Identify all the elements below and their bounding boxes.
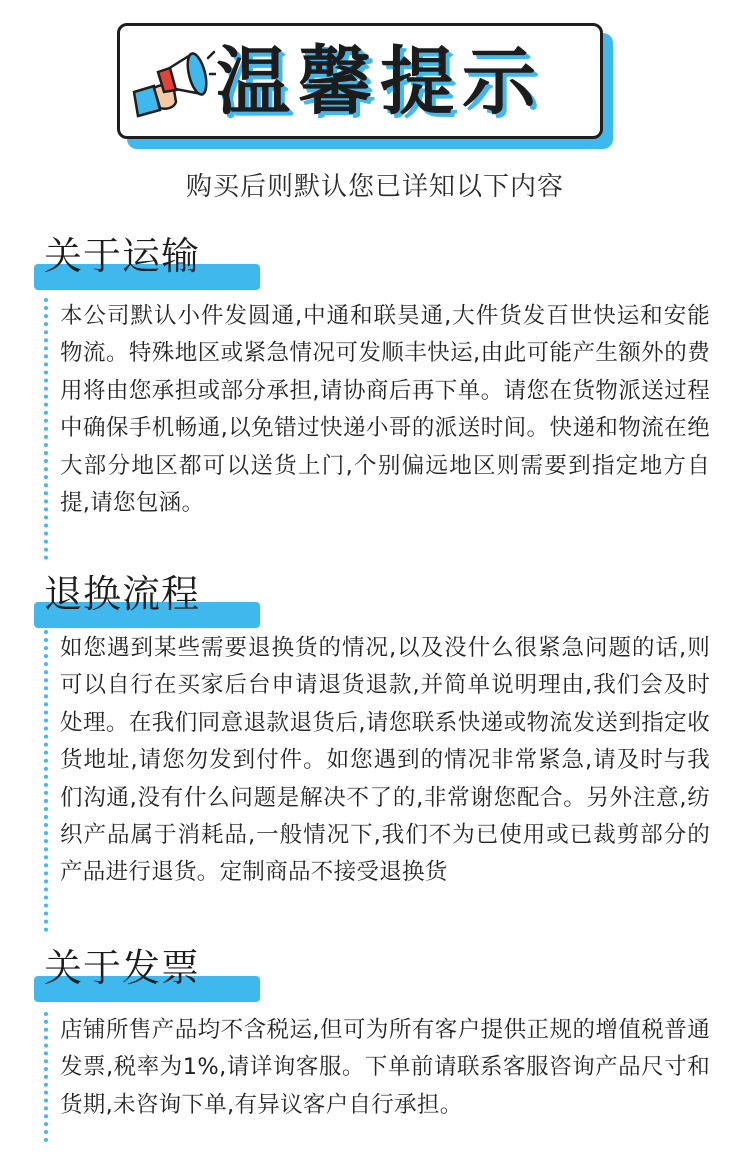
section-text: 本公司默认小件发圆通,中通和联昊通,大件货发百世快运和安能物流。特殊地区或紧急情况可发顺丰快运,由此可能产生额外的费用将由您承担或部分承担,请协商后再下单。请您在货物派送过程中确保手机畅通,以免错过快递小哥的派送时间。快递和物流在绝大部分地区都可以送货上门,个别偏远地区则需要到指定地方自提,请您包涵。 (60, 303, 710, 517)
section-text: 店铺所售产品均不含税运,但可为所有客户提供正规的增值税普通发票,税率为1%,请详询客服。下单前请联系客服咨询产品尺寸和货期,未咨询下单,有异议客户自行承担。 (60, 1017, 710, 1118)
megaphone-icon (130, 40, 216, 126)
section-header-returns (34, 568, 262, 628)
notice-banner (117, 23, 603, 139)
notice-subtitle: 购买后则默认您已详知以下内容 (185, 172, 564, 202)
section-header-shipping (34, 230, 262, 290)
section-header-invoice (34, 942, 262, 1002)
section-title: 关于发票 (44, 946, 201, 990)
section-body-returns (44, 630, 710, 932)
section-text: 如您遇到某些需要退换货的情况,以及没什么很紧急问题的话,则可以自行在买家后台申请退货退款,并简单说明理由,我们会及时处理。在我们同意退款退货后,请您联系快递或物流发送到指定收货地址,请您勿发到付件。如您遇到的情况非常紧急,请及时与我们沟通,没有什么问题是解决不了的,非常谢您配合。另外注意,纺织产品属于消耗品,一般情况下,我们不为已使用或已裁剪部分的产品进行退货。定制商品不接受退换货 (60, 635, 710, 886)
banner-title: 温馨提示 (216, 39, 544, 125)
section-title: 关于运输 (44, 234, 201, 278)
section-title: 退换流程 (44, 572, 201, 616)
section-body-invoice (44, 1012, 710, 1142)
section-body-shipping (44, 298, 710, 560)
